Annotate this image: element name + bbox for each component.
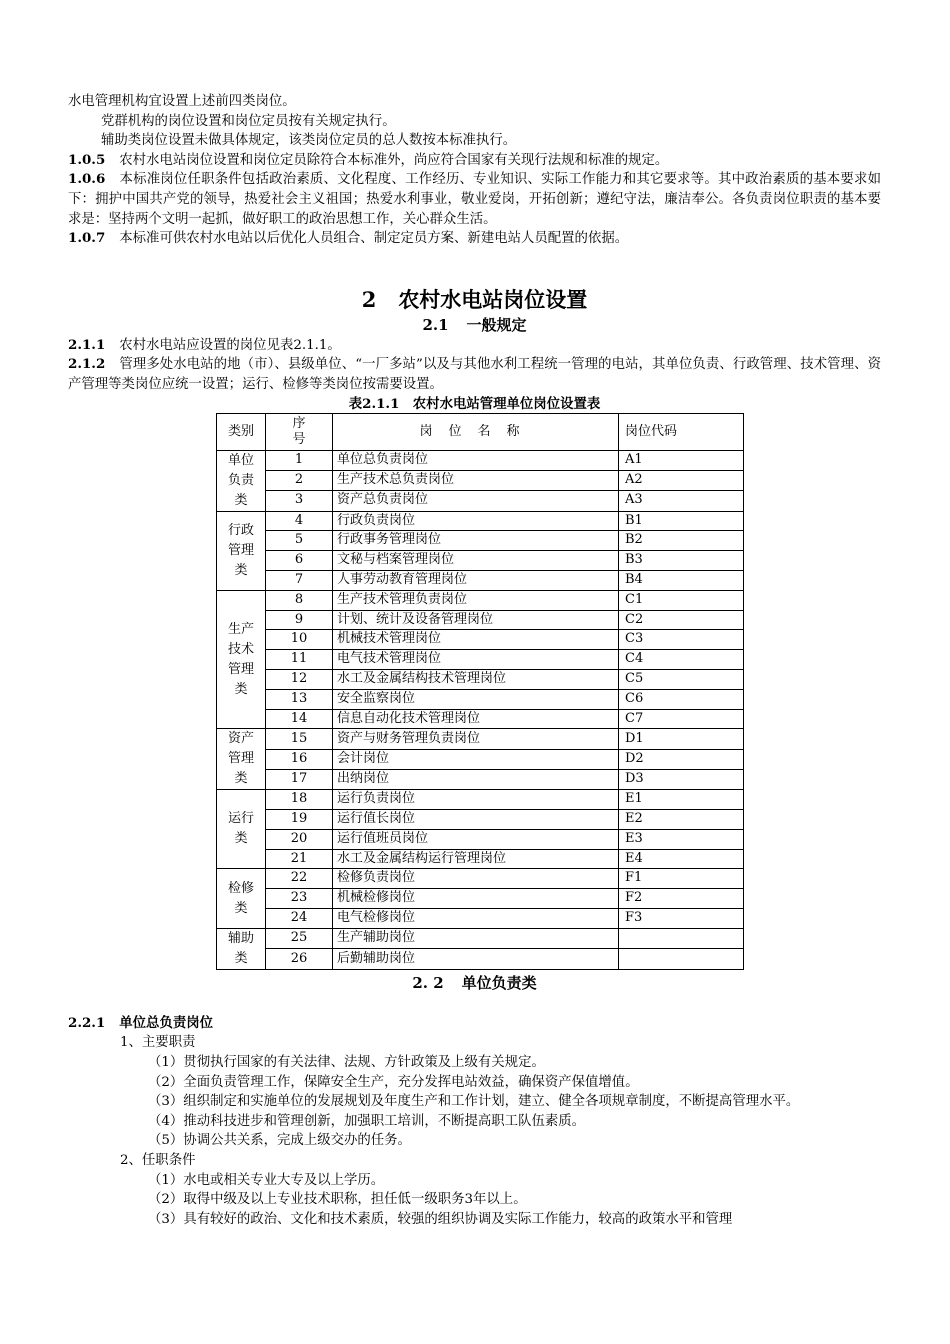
section-text: 一般规定 bbox=[466, 315, 527, 334]
seq-cell: 15 bbox=[266, 729, 333, 749]
intro-line: 党群机构的岗位设置和岗位定员按有关规定执行。 bbox=[101, 113, 396, 129]
code-cell: E4 bbox=[619, 849, 744, 869]
code-cell: E2 bbox=[619, 810, 744, 830]
name-cell: 电气技术管理岗位 bbox=[333, 650, 619, 670]
code-cell: B1 bbox=[619, 511, 744, 531]
table-row bbox=[217, 810, 744, 830]
table-row bbox=[217, 630, 744, 650]
name-cell: 文秘与档案管理岗位 bbox=[333, 551, 619, 571]
clause-text: 农村水电站应设置的岗位见表2.1.1。 bbox=[119, 337, 341, 353]
table-row bbox=[217, 470, 744, 490]
table-row bbox=[217, 689, 744, 709]
table-row bbox=[217, 749, 744, 769]
clause-number: 1.0.7 bbox=[68, 230, 106, 247]
clause-number: 1.0.5 bbox=[68, 151, 106, 168]
seq-cell: 22 bbox=[266, 869, 333, 889]
name-cell: 检修负责岗位 bbox=[333, 869, 619, 889]
code-cell: A2 bbox=[619, 470, 744, 490]
clause-number: 2.2.1 bbox=[68, 1014, 106, 1031]
category-label: 生产技术管理类 bbox=[227, 621, 254, 697]
code-cell: E1 bbox=[619, 790, 744, 810]
clause-2-1-2 bbox=[68, 355, 881, 394]
name-cell: 后勤辅助岗位 bbox=[333, 949, 619, 970]
table-row bbox=[217, 949, 744, 970]
code-cell: A1 bbox=[619, 450, 744, 470]
conditions-heading: 2、任职条件 bbox=[120, 1153, 196, 1169]
condition-item: （2）取得中级及以上专业技术职称，担任低一级职务3年以上。 bbox=[148, 1192, 527, 1208]
duty-item: （2）全面负责管理工作，保障安全生产，充分发挥电站效益，确保资产保值增值。 bbox=[148, 1074, 639, 1090]
section-text: 单位负责类 bbox=[461, 973, 537, 992]
header-seq-text: 序号 bbox=[292, 415, 306, 447]
table-row bbox=[217, 570, 744, 590]
table-row bbox=[217, 829, 744, 849]
seq-cell: 1 bbox=[266, 450, 333, 470]
code-cell: C1 bbox=[619, 590, 744, 610]
name-cell: 单位总负责岗位 bbox=[333, 450, 619, 470]
table-row bbox=[217, 551, 744, 571]
conditions-list bbox=[68, 1171, 881, 1230]
table-row bbox=[217, 590, 744, 610]
seq-cell: 14 bbox=[266, 709, 333, 729]
name-cell: 水工及金属结构运行管理岗位 bbox=[333, 849, 619, 869]
clause-2-1-1 bbox=[68, 336, 881, 356]
code-cell: C2 bbox=[619, 610, 744, 630]
condition-item: （3）具有较好的政治、文化和技术素质，较强的组织协调及实际工作能力，较高的政策水平和管理 bbox=[148, 1211, 733, 1227]
category-cell bbox=[217, 928, 266, 969]
table-row bbox=[217, 450, 744, 470]
document-page bbox=[68, 92, 881, 1229]
table-row bbox=[217, 531, 744, 551]
name-cell: 生产技术管理负责岗位 bbox=[333, 590, 619, 610]
table-row bbox=[217, 610, 744, 630]
code-cell: E3 bbox=[619, 829, 744, 849]
table-row bbox=[217, 729, 744, 749]
category-label: 单位负责类 bbox=[227, 452, 254, 508]
name-cell: 会计岗位 bbox=[333, 749, 619, 769]
name-cell: 资产总负责岗位 bbox=[333, 491, 619, 511]
table-header-row bbox=[217, 413, 744, 450]
section-number: 2.1 bbox=[422, 315, 449, 334]
table-row bbox=[217, 669, 744, 689]
code-cell bbox=[619, 949, 744, 970]
category-cell bbox=[217, 590, 266, 729]
name-cell: 资产与财务管理负责岗位 bbox=[333, 729, 619, 749]
code-cell: D2 bbox=[619, 749, 744, 769]
table-row bbox=[217, 769, 744, 789]
clause-1-0-5 bbox=[68, 151, 881, 171]
chapter-text: 农村水电站岗位设置 bbox=[398, 286, 588, 312]
seq-cell: 2 bbox=[266, 470, 333, 490]
seq-cell: 6 bbox=[266, 551, 333, 571]
table-row bbox=[217, 869, 744, 889]
intro-line: 水电管理机构宜设置上述前四类岗位。 bbox=[68, 94, 296, 109]
code-cell: C6 bbox=[619, 689, 744, 709]
category-cell bbox=[217, 729, 266, 790]
table-row bbox=[217, 889, 744, 909]
name-cell: 生产技术总负责岗位 bbox=[333, 470, 619, 490]
category-cell bbox=[217, 511, 266, 590]
duty-item: （5）协调公共关系，完成上级交办的任务。 bbox=[148, 1133, 411, 1149]
code-cell: F3 bbox=[619, 909, 744, 929]
clause-text: 农村水电站岗位设置和岗位定员除符合本标准外，尚应符合国家有关现行法规和标准的规定。 bbox=[119, 152, 669, 168]
table-caption: 表2.1.1 农村水电站管理单位岗位设置表 bbox=[348, 395, 601, 412]
name-cell: 计划、统计及设备管理岗位 bbox=[333, 610, 619, 630]
seq-cell: 25 bbox=[266, 928, 333, 949]
category-label: 运行类 bbox=[227, 811, 254, 847]
table-row bbox=[217, 849, 744, 869]
seq-cell: 9 bbox=[266, 610, 333, 630]
condition-item: （1）水电或相关专业大专及以上学历。 bbox=[148, 1172, 385, 1188]
seq-cell: 23 bbox=[266, 889, 333, 909]
category-cell bbox=[217, 790, 266, 869]
seq-cell: 11 bbox=[266, 650, 333, 670]
seq-cell: 3 bbox=[266, 491, 333, 511]
clause-number: 1.0.6 bbox=[68, 171, 106, 188]
header-name: 岗位名称 bbox=[333, 413, 619, 450]
category-label: 行政管理类 bbox=[227, 522, 254, 578]
chapter-number: 2 bbox=[361, 286, 377, 312]
table-row bbox=[217, 928, 744, 949]
seq-cell: 19 bbox=[266, 810, 333, 830]
seq-cell: 16 bbox=[266, 749, 333, 769]
clause-text: 本标准岗位任职条件包括政治素质、文化程度、工作经历、专业知识、实际工作能力和其它要求等。其中政治素质的基本要求如下：拥护中国共产党的领导，热爱社会主义祖国；热爱水利事业，敬业爱岗，开拓创新；遵纪守法，廉洁奉公。各负责岗位职责的基本要求是：坚持两个文明一起抓，做好职工的政治思想工作，关心群众生活。 bbox=[68, 172, 881, 227]
code-cell: C7 bbox=[619, 709, 744, 729]
category-label: 检修类 bbox=[227, 880, 254, 916]
clause-number: 2.1.1 bbox=[68, 336, 106, 353]
header-seq bbox=[266, 413, 333, 450]
table-row bbox=[217, 909, 744, 929]
name-cell: 生产辅助岗位 bbox=[333, 928, 619, 949]
name-cell: 信息自动化技术管理岗位 bbox=[333, 709, 619, 729]
name-cell: 运行值班员岗位 bbox=[333, 829, 619, 849]
seq-cell: 20 bbox=[266, 829, 333, 849]
section-title-2-2 bbox=[68, 972, 881, 994]
seq-cell: 21 bbox=[266, 849, 333, 869]
category-label: 资产管理类 bbox=[227, 731, 254, 787]
clause-1-0-7 bbox=[68, 229, 881, 249]
table-row bbox=[217, 511, 744, 531]
header-code: 岗位代码 bbox=[619, 413, 744, 450]
seq-cell: 12 bbox=[266, 669, 333, 689]
code-cell: B2 bbox=[619, 531, 744, 551]
name-cell: 机械检修岗位 bbox=[333, 889, 619, 909]
clause-text: 本标准可供农村水电站以后优化人员组合、制定定员方案、新建电站人员配置的依据。 bbox=[119, 231, 629, 247]
table-row bbox=[217, 650, 744, 670]
code-cell: D1 bbox=[619, 729, 744, 749]
code-cell: D3 bbox=[619, 769, 744, 789]
clause-title: 单位总负责岗位 bbox=[119, 1014, 214, 1031]
name-cell: 水工及金属结构技术管理岗位 bbox=[333, 669, 619, 689]
duty-item: （3）组织制定和实施单位的发展规划及年度生产和工作计划，建立、健全各项规章制度，不断提高管理水平。 bbox=[148, 1094, 800, 1110]
table-row bbox=[217, 491, 744, 511]
name-cell: 运行值长岗位 bbox=[333, 810, 619, 830]
duty-item: （4）推动科技进步和管理创新，加强职工培训，不断提高职工队伍素质。 bbox=[148, 1113, 586, 1129]
name-cell: 人事劳动教育管理岗位 bbox=[333, 570, 619, 590]
seq-cell: 17 bbox=[266, 769, 333, 789]
category-cell bbox=[217, 869, 266, 928]
seq-cell: 8 bbox=[266, 590, 333, 610]
code-cell: B4 bbox=[619, 570, 744, 590]
name-cell: 出纳岗位 bbox=[333, 769, 619, 789]
seq-cell: 24 bbox=[266, 909, 333, 929]
seq-cell: 10 bbox=[266, 630, 333, 650]
code-cell: C5 bbox=[619, 669, 744, 689]
table-row bbox=[217, 709, 744, 729]
name-cell: 电气检修岗位 bbox=[333, 909, 619, 929]
seq-cell: 4 bbox=[266, 511, 333, 531]
header-category: 类别 bbox=[217, 413, 266, 450]
category-cell bbox=[217, 450, 266, 511]
code-cell: B3 bbox=[619, 551, 744, 571]
code-cell: C3 bbox=[619, 630, 744, 650]
clause-number: 2.1.2 bbox=[68, 356, 106, 373]
section-number: 2. 2 bbox=[412, 973, 444, 992]
code-cell: A3 bbox=[619, 491, 744, 511]
position-table bbox=[216, 413, 744, 970]
name-cell: 运行负责岗位 bbox=[333, 790, 619, 810]
duties-heading: 1、主要职责 bbox=[120, 1035, 196, 1051]
seq-cell: 18 bbox=[266, 790, 333, 810]
category-label: 辅助类 bbox=[227, 930, 254, 966]
seq-cell: 26 bbox=[266, 949, 333, 970]
table-row bbox=[217, 790, 744, 810]
code-cell: F2 bbox=[619, 889, 744, 909]
duty-item: （1）贯彻执行国家的有关法律、法规、方针政策及上级有关规定。 bbox=[148, 1055, 545, 1071]
clause-1-0-6 bbox=[68, 170, 881, 229]
intro-line: 辅助类岗位设置未做具体规定，该类岗位定员的总人数按本标准执行。 bbox=[101, 133, 517, 149]
clause-text: 管理多处水电站的地（市）、县级单位、“一厂多站”以及与其他水利工程统一管理的电站，其单位负责、行政管理、技术管理、资产管理等类岗位应统一设置；运行、检修等类岗位按需要设置。 bbox=[68, 357, 881, 392]
code-cell: F1 bbox=[619, 869, 744, 889]
duties-list bbox=[68, 1053, 881, 1151]
chapter-title bbox=[68, 286, 881, 314]
name-cell: 行政负责岗位 bbox=[333, 511, 619, 531]
name-cell: 行政事务管理岗位 bbox=[333, 531, 619, 551]
seq-cell: 13 bbox=[266, 689, 333, 709]
name-cell: 安全监察岗位 bbox=[333, 689, 619, 709]
code-cell: C4 bbox=[619, 650, 744, 670]
seq-cell: 7 bbox=[266, 570, 333, 590]
code-cell bbox=[619, 928, 744, 949]
section-title-2-1 bbox=[68, 314, 881, 336]
name-cell: 机械技术管理岗位 bbox=[333, 630, 619, 650]
clause-2-2-1 bbox=[68, 1014, 881, 1034]
seq-cell: 5 bbox=[266, 531, 333, 551]
